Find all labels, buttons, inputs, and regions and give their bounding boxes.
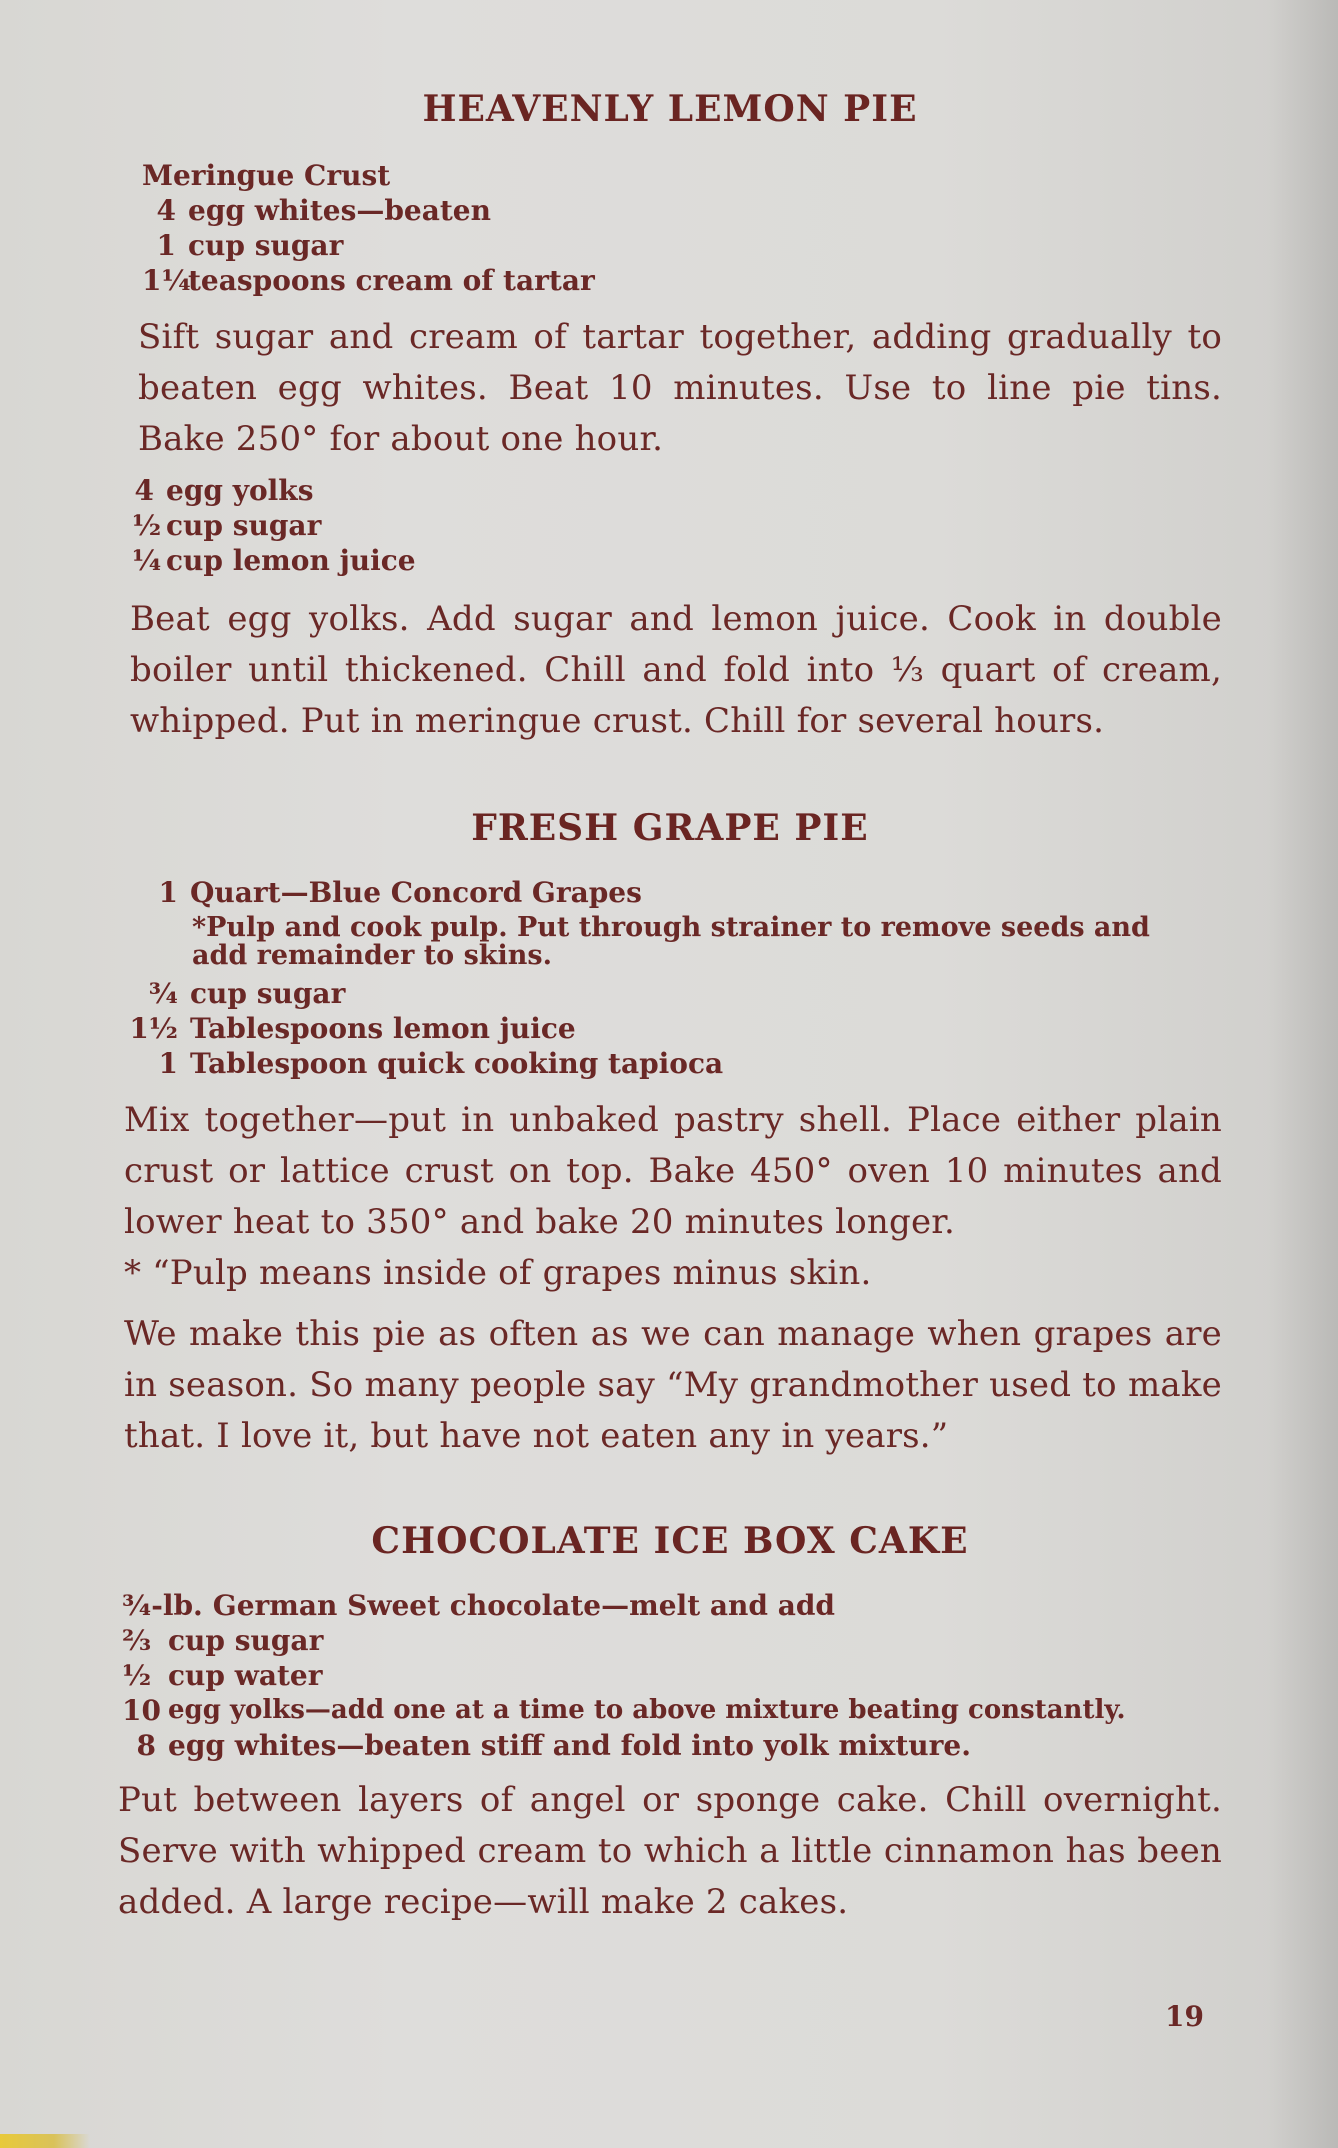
ingredient-qty: 1 [158,1047,178,1080]
ingredient-item: cup sugar [166,509,322,542]
ingredient-item: Tablespoon quick cooking tapioca [190,1047,724,1080]
recipe-title: FRESH GRAPE PIE [471,807,869,849]
recipe-title: CHOCOLATE ICE BOX CAKE [371,1520,969,1562]
ingredient-item: cup sugar [190,977,346,1010]
page-number: 19 [1165,2000,1204,2033]
ingredient-row [122,1658,1222,1693]
ingredient-row [118,1046,1222,1081]
filling-ingredients [132,473,1222,578]
ingredient-row [122,1623,1222,1658]
ingredient-row [118,875,1222,910]
ingredient-item: teaspoons cream of tartar [188,264,595,297]
ingredient-qty: 4 [134,474,154,507]
ingredient-qty: 8 [136,1729,156,1762]
ingredient-qty: ⅔ [122,1624,151,1657]
ingredient-item: cup water [168,1659,323,1692]
ingredient-qty: ¾ [148,977,178,1010]
recipe-fresh-grape-pie [118,807,1222,1462]
ingredient-row [122,1588,1222,1623]
ingredient-row [118,1011,1222,1046]
crust-label: Meringue Crust [142,159,391,192]
grape-pie-ingredients [118,875,1222,1081]
ingredient-row [132,473,1222,508]
ingredient-item: egg yolks [166,474,314,507]
ingredient-row [132,543,1222,578]
recipe-title: HEAVENLY LEMON PIE [422,88,918,130]
ingredient-qty: ¾-lb. [122,1589,203,1622]
ingredient-qty: ½ [122,1659,152,1692]
ingredient-qty: ¼ [132,544,162,577]
ingredient-row [122,1728,1222,1763]
cake-ingredients [122,1588,1222,1763]
ingredient-item: cup lemon juice [166,544,416,577]
recipe-chocolate-ice-box-cake [118,1520,1222,1928]
page-content [118,88,1222,1928]
ingredient-qty: 1½ [129,1012,178,1045]
ingredient-qty: 1 [158,876,178,909]
crust-method: Sift sugar and cream of tartar together, adding gradually to beaten egg whites. Beat 10 minutes. Use to line pie tins. Bake 250° for about one hour. [138,317,1222,459]
ingredient-item: cup sugar [188,229,344,262]
ingredient-row [142,228,1222,263]
ingredient-item: egg yolks—add one at a time to above mixture beating constantly. [168,1695,1126,1725]
ingredient-qty: ½ [132,509,162,542]
ingredient-item: egg whites—beaten [188,194,491,227]
grape-pie-comment: We make this pie as often as we can manage when grapes are in season. So many people say “My grandmother used to make that. I love it, but have not eaten any in years.” [124,1314,1222,1456]
ingredient-item: cup sugar [168,1624,324,1657]
ingredient-item: Tablespoons lemon juice [190,1012,576,1045]
cake-method: Put between layers of angel or sponge cake. Chill overnight. Serve with whipped cream to which a little cinnamon has been added. A large recipe—will make 2 cakes. [118,1780,1222,1922]
ingredient-row [122,1693,1222,1728]
ingredient-qty: 10 [122,1694,161,1727]
ingredient-row [118,976,1222,1011]
page-gutter-shadow [1268,0,1338,2148]
meringue-crust-ingredients [142,158,1222,298]
ingredient-item: German Sweet chocolate—melt and add [212,1589,836,1622]
ingredient-item: egg whites—beaten stiff and fold into yolk mixture. [168,1729,971,1762]
filling-method: Beat egg yolks. Add sugar and lemon juice. Cook in double boiler until thickened. Chill and fold into ⅓ quart of cream, whipped. Put in meringue crust. Chill for several hours. [130,599,1222,741]
ingredient-qty: 1¼ [142,264,191,297]
recipe-heavenly-lemon-pie [118,88,1222,747]
ingredient-row [142,263,1222,298]
grape-pie-footnote: * “Pulp means inside of grapes minus skin. [124,1253,872,1293]
grape-pie-method: Mix together—put in unbaked pastry shell. Place either plain crust or lattice crust on top. Bake 450° oven 10 minutes and lower heat to 350° and bake 20 minutes longer. [124,1100,1222,1242]
ingredient-qty: 4 [156,194,176,227]
ingredient-row [142,193,1222,228]
yellow-cover-edge [0,2134,90,2148]
ingredient-note: *Pulp and cook pulp. Put through strainer to remove seeds and add remainder to skins. [192,912,1150,971]
ingredient-row [132,508,1222,543]
ingredient-item: Quart—Blue Concord Grapes [190,876,642,909]
ingredient-qty: 1 [156,229,176,262]
